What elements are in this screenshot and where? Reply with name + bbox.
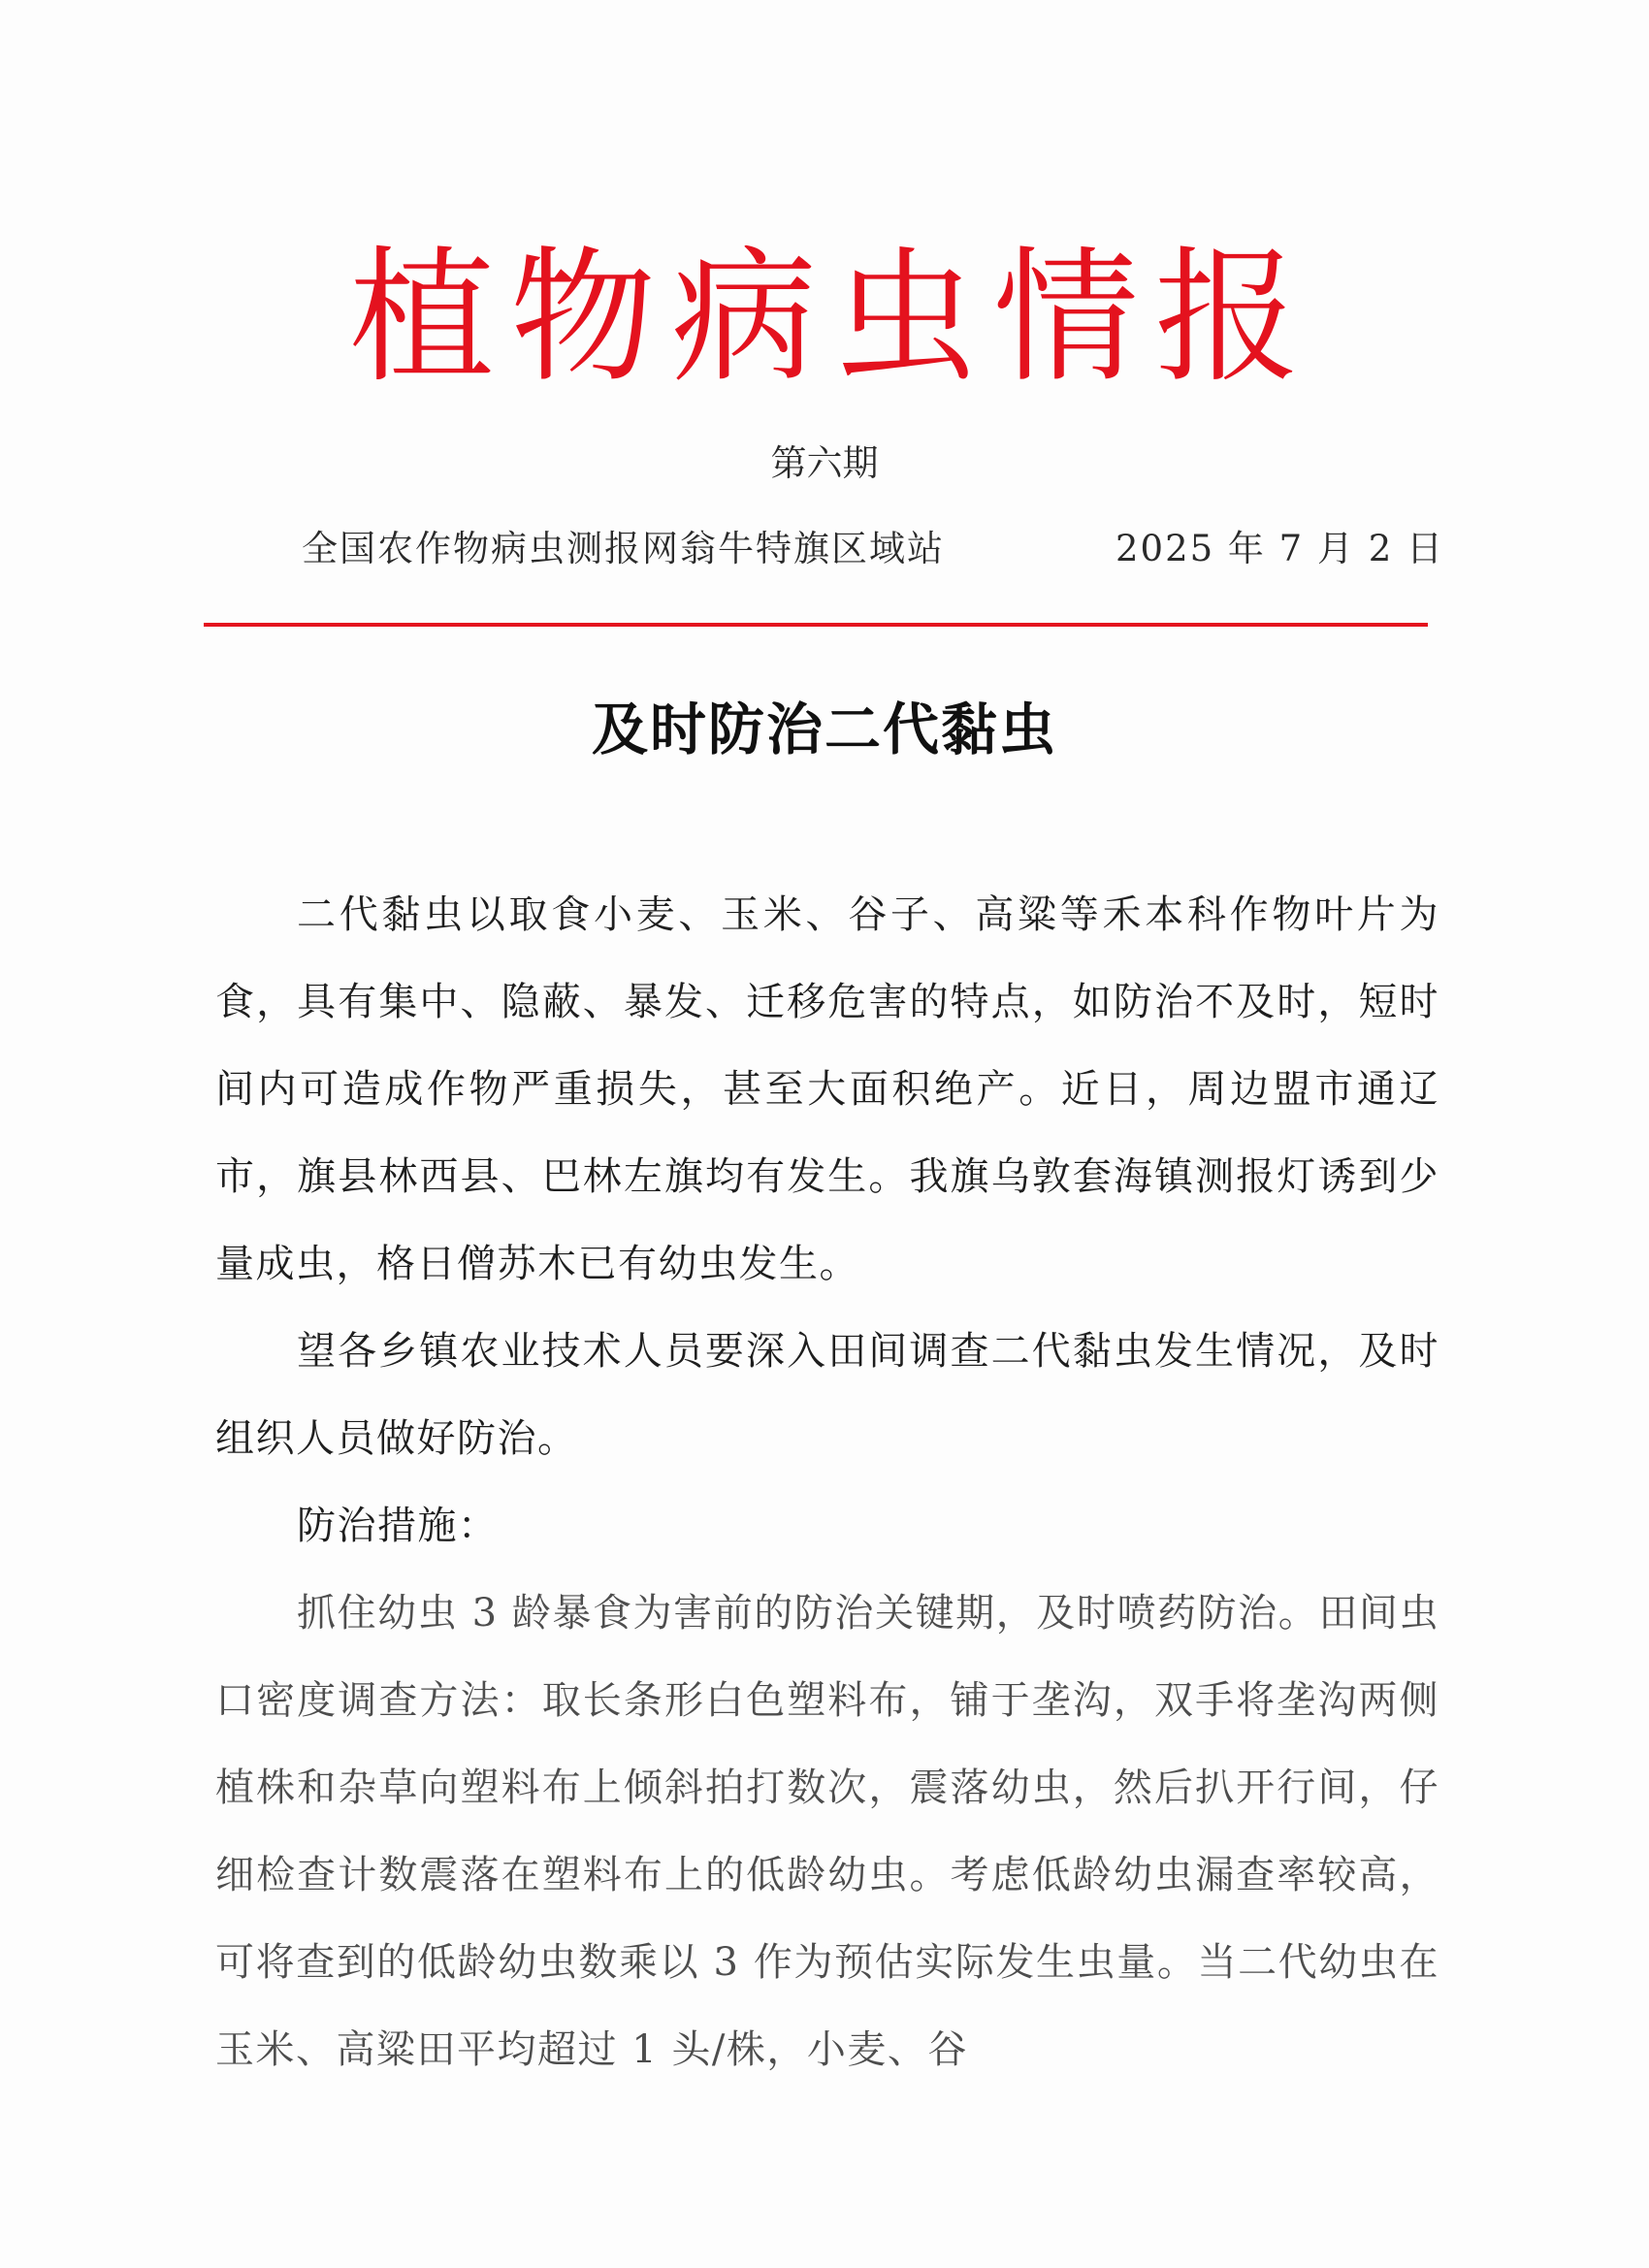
- masthead-title: 植物病虫情报: [348, 234, 1315, 403]
- publish-date: 2025 年 7 月 2 日: [1116, 528, 1445, 569]
- article-body: [215, 871, 1439, 2093]
- paragraph-request: 望各乡镇农业技术人员要深入田间调查二代黏虫发生情况，及时组织人员做好防治。: [215, 1329, 1439, 1461]
- issue-number: 第六期: [770, 442, 879, 484]
- red-divider-rule: [204, 623, 1428, 627]
- paragraph-intro: 二代黏虫以取食小麦、玉米、谷子、高粱等禾本科作物叶片为食，具有集中、隐蔽、暴发、迁移危害的特点，如防治不及时，短时间内可造成作物严重损失，甚至大面积绝产。近日，周边盟市通辽市，旗县林西县、巴林左旗均有发生。我旗乌敦套海镇测报灯诱到少量成虫，格日僧苏木已有幼虫发生。: [215, 892, 1439, 1286]
- article-headline: 及时防治二代黏虫: [591, 697, 1057, 762]
- paragraph-measures-heading: 防治措施：: [297, 1504, 499, 1548]
- station-name: 全国农作物病虫测报网翁牛特旗区域站: [302, 528, 945, 569]
- paragraph-measures: 抓住幼虫 3 龄暴食为害前的防治关键期，及时喷药防治。田间虫口密度调查方法：取长条形白色塑料布，铺于垄沟，双手将垄沟两侧植株和杂草向塑料布上倾斜拍打数次，震落幼虫，然后扒开行间，仔细检查计数震落在塑料布上的低龄幼虫。考虑低龄幼虫漏查率较高，可将查到的低龄幼虫数乘以 3 作为预估实际发生虫量。当二代幼虫在玉米、高粱田平均超过 1 头/株，小麦、谷: [215, 1591, 1439, 2072]
